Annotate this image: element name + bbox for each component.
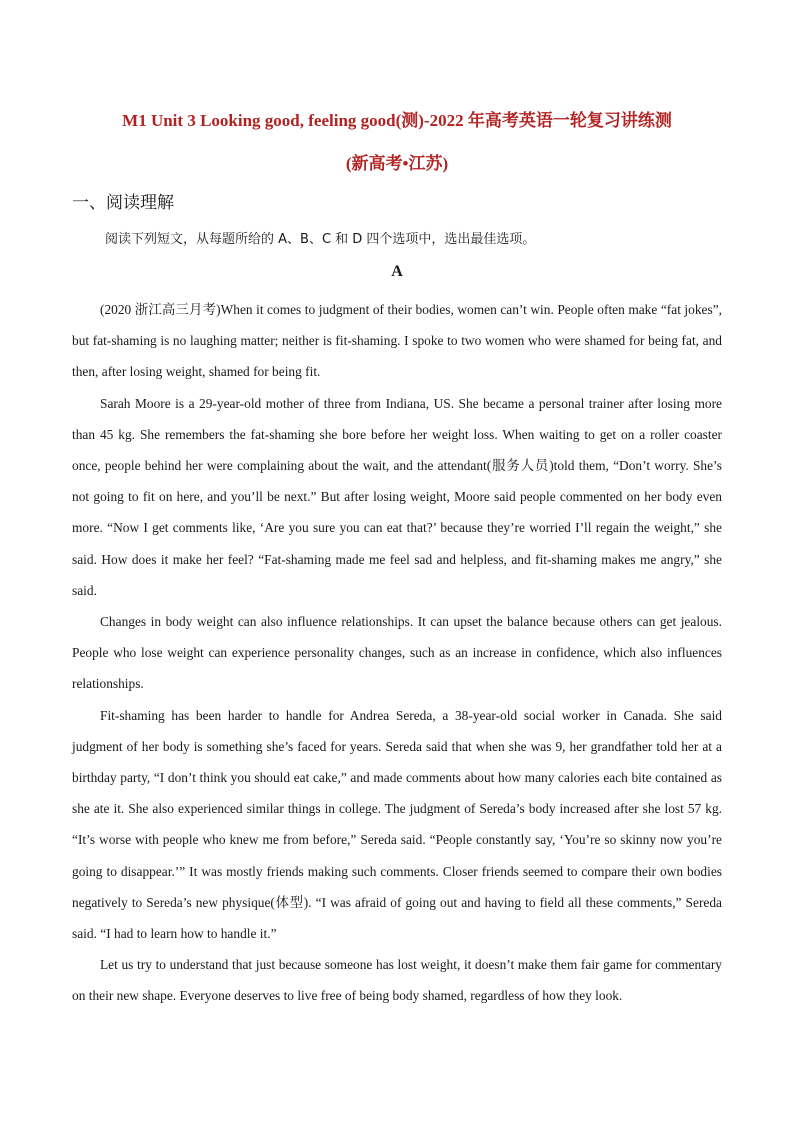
passage-paragraph-1: (2020 浙江高三月考)When it comes to judgment of their bodies, women can’t win. People often make “fat jokes”, but fat-shaming is no laughing matter; neither is fit-shaming. I spoke to two women who were shamed for being fat, and then, after losing weight, shamed for being fit.	[72, 302, 722, 380]
document-subtitle: (新高考•江苏)	[345, 154, 449, 173]
passage-paragraph-3: Changes in body weight can also influence relationships. It can upset the balance because others can get jealous. People who lose weight can experience personality changes, such as an increase in confidence, which also influences relationships.	[72, 614, 722, 692]
passage-body	[72, 294, 722, 1012]
passage-paragraph-5: Let us try to understand that just because someone has lost weight, it doesn’t make them fair game for commentary on their new shape. Everyone deserves to live free of being body shamed, regardless of how they look.	[72, 957, 722, 1004]
passage-paragraph-2: Sarah Moore is a 29-year-old mother of three from Indiana, US. She became a personal trainer after losing more than 45 kg. She remembers the fat-shaming she bore before her weight loss. When waiting to get on a roller coaster once, people behind her were complaining about the wait, and the attendant(服务人员)told them, “Don’t worry. She’s not going to fit on here, and you’ll be next.” But after losing weight, Moore said people commented on her body even more. “Now I get comments like, ‘Are you sure you can eat that?’ because they’re worried I’ll regain the weight,” she said. How does it make her feel? “Fat-shaming made me feel sad and helpless, and fit-shaming makes me angry,” she said.	[72, 395, 722, 598]
passage-paragraph-4: Fit-shaming has been harder to handle for Andrea Sereda, a 38-year-old social worker in Canada. She said judgment of her body is something she’s faced for years. Sereda said that when she was 9, her grandfather told her at a birthday party, “I don’t think you should eat cake,” and made comments about how many calories each bite contained as she ate it. She also experienced similar things in college. The judgment of Sereda’s body increased after she lost 57 kg. “It’s worse with people who knew me from before,” Sereda said. “People constantly say, ‘You’re so skinny now you’re going to disappear.’” It was mostly friends making such comments. Closer friends seemed to compare their own bodies negatively to Sereda’s new physique(体型). “I was afraid of going out and having to field all these comments,” Sereda said. “I had to learn how to handle it.”	[72, 707, 722, 942]
section-heading: 一、阅读理解	[72, 193, 174, 213]
document-title: M1 Unit 3 Looking good, feeling good(测)-2022 年高考英语一轮复习讲练测	[122, 111, 672, 130]
section-instruction: 阅读下列短文，从每题所给的 A、B、C 和 D 四个选项中，选出最佳选项。	[105, 232, 536, 247]
passage-label: A	[391, 263, 403, 280]
